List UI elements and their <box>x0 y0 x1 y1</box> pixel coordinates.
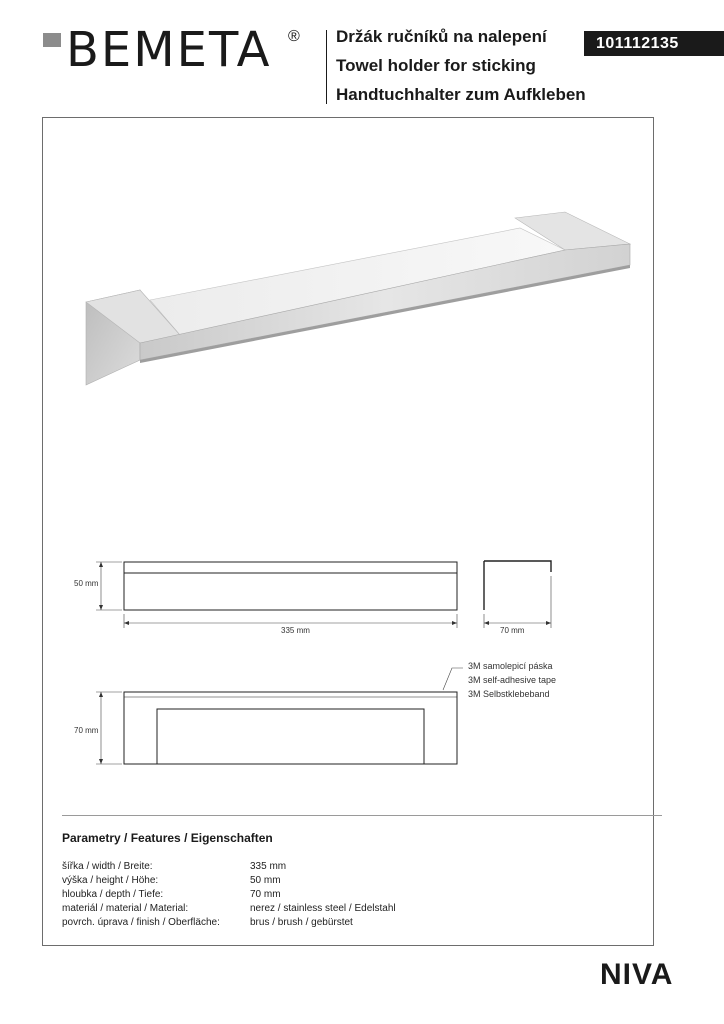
brand-logo: BEMETA <box>66 22 272 78</box>
top-depth-label: 70 mm <box>74 726 99 735</box>
feature-value: brus / brush / gebürstet <box>250 917 353 928</box>
title-czech: Držák ručníků na nalepení <box>336 27 547 46</box>
tape-note-cz: 3M samolepicí páska <box>468 661 553 671</box>
front-view-outline <box>124 562 457 610</box>
product-code-badge: 101112135 <box>584 31 724 56</box>
tape-note-de: 3M Selbstklebeband <box>468 689 550 699</box>
feature-value: nerez / stainless steel / Edelstahl <box>250 903 396 914</box>
front-width-label: 335 mm <box>281 626 310 635</box>
title-english: Towel holder for sticking <box>336 56 536 75</box>
top-view-inner-panel <box>157 709 424 764</box>
top-view-outline <box>124 692 457 764</box>
feature-value: 70 mm <box>250 889 281 900</box>
feature-label: výška / height / Höhe: <box>62 875 159 886</box>
feature-label: materiál / material / Material: <box>62 903 189 914</box>
front-height-label: 50 mm <box>74 579 99 588</box>
feature-value: 335 mm <box>250 861 287 872</box>
features-divider <box>62 815 662 816</box>
tape-note-en: 3M self-adhesive tape <box>468 675 557 685</box>
features-title: Parametry / Features / Eigenschaften <box>62 831 273 845</box>
series-name: NIVA <box>600 958 674 991</box>
side-view-profile <box>484 561 551 610</box>
side-depth-label: 70 mm <box>500 626 525 635</box>
registered-mark: ® <box>288 28 300 45</box>
feature-label: hloubka / depth / Tiefe: <box>62 889 164 900</box>
feature-value: 50 mm <box>250 875 281 886</box>
feature-label: šířka / width / Breite: <box>62 861 153 872</box>
title-german: Handtuchhalter zum Aufkleben <box>336 85 586 104</box>
feature-label: povrch. úprava / finish / Oberfläche: <box>62 917 220 928</box>
